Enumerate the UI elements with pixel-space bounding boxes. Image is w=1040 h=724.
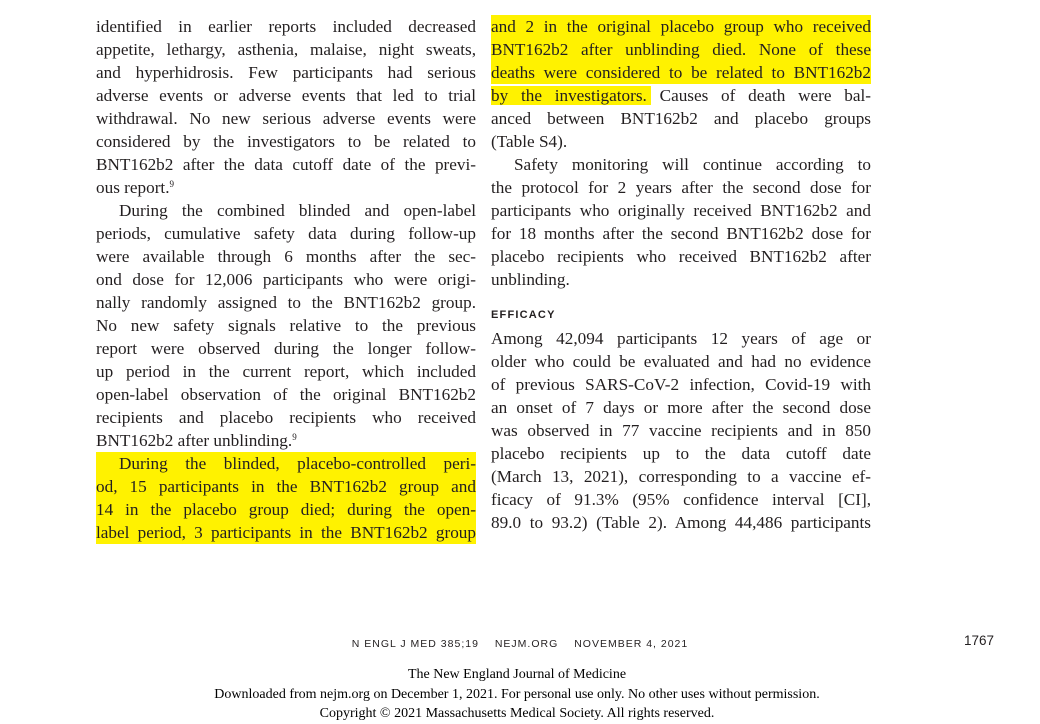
journal-site: NEJM.ORG — [494, 638, 559, 650]
body-text-span: BNT162b2 after unblinding. — [96, 431, 293, 450]
running-footer — [0, 638, 1040, 650]
body-text-line: (Table S4). — [491, 132, 568, 151]
highlighted-text-line: BNT162b2 after unblinding died. None of these — [491, 40, 871, 59]
download-notice — [0, 665, 1034, 724]
body-text-line: withdrawal. No new serious adverse events were — [96, 109, 476, 128]
body-text-line: 89.0 to 93.2) (Table 2). Among 44,486 participants — [491, 513, 871, 532]
left-text-column — [96, 15, 476, 544]
right-text-column — [491, 15, 871, 534]
section-heading: EFFICACY — [491, 309, 556, 321]
issue-date: NOVEMBER 4, 2021 — [574, 638, 689, 650]
section-spacer — [491, 291, 871, 304]
body-text-line: nally randomly assigned to the BNT162b2 group. — [96, 293, 476, 312]
body-text-line: periods, cumulative safety data during follow-up — [96, 224, 476, 243]
page-number: 1767 — [964, 633, 995, 648]
body-text-line: open-label observation of the original BNT162b2 — [96, 385, 476, 404]
body-text-line: Safety monitoring will continue according to — [514, 155, 871, 174]
highlighted-text-line: and 2 in the original placebo group who received — [491, 17, 871, 36]
body-text-line: adverse events or adverse events that led to trial — [96, 86, 476, 105]
body-text-line: BNT162b2 after the data cutoff date of the previ- — [96, 155, 476, 174]
body-text-line — [491, 84, 871, 107]
body-text-line: (March 13, 2021), corresponding to a vaccine ef- — [491, 467, 871, 486]
body-text-line: ond dose for 12,006 participants who were origi- — [96, 270, 476, 289]
copyright-statement: Copyright © 2021 Massachusetts Medical Society. All rights reserved. — [319, 706, 715, 721]
highlighted-text-line: 14 in the placebo group died; during the open- — [96, 500, 476, 519]
body-text-line: the protocol for 2 years after the second dose for — [491, 178, 871, 197]
body-text-line: participants who originally received BNT162b2 and — [491, 201, 871, 220]
body-text-line: an onset of 7 days or more after the second dose — [491, 398, 871, 417]
body-text-line: of previous SARS-CoV-2 infection, Covid-19 with — [491, 375, 871, 394]
body-text-line: considered by the investigators to be related to — [96, 132, 476, 151]
highlighted-text-span: by the investigators. — [491, 86, 647, 105]
body-text-line: appetite, lethargy, asthenia, malaise, night sweats, — [96, 40, 476, 59]
download-statement: Downloaded from nejm.org on December 1, 2021. For personal use only. No other uses without permission. — [214, 686, 820, 702]
body-text-line: were available through 6 months after the sec- — [96, 247, 476, 266]
highlighted-text-line: od, 15 participants in the BNT162b2 group and — [96, 477, 476, 496]
body-text-line: identified in earlier reports included decreased — [96, 17, 476, 36]
body-text-line: placebo recipients up to the data cutoff date — [491, 444, 871, 463]
body-text-line: for 18 months after the second BNT162b2 dose for — [491, 224, 871, 243]
body-text-line: older who could be evaluated and had no evidence — [491, 352, 871, 371]
journal-name: The New England Journal of Medicine — [407, 667, 627, 682]
journal-reference: N ENGL J MED 385;19 — [351, 638, 479, 650]
body-text-line — [96, 176, 476, 199]
highlighted-text-line: label period, 3 participants in the BNT162b2 group — [96, 523, 476, 542]
body-text-line: was observed in 77 vaccine recipients and in 850 — [491, 421, 871, 440]
body-text-line: recipients and placebo recipients who received — [96, 408, 476, 427]
reference-superscript[interactable]: 9 — [292, 432, 297, 442]
body-text-line: unblinding. — [491, 270, 570, 289]
body-text-line — [96, 429, 476, 452]
body-text-line: anced between BNT162b2 and placebo groups — [491, 109, 871, 128]
body-text-line: Among 42,094 participants 12 years of age or — [491, 329, 871, 348]
body-text-line: ficacy of 91.3% (95% confidence interval [CI], — [491, 490, 871, 509]
body-text-line: up period in the current report, which included — [96, 362, 476, 381]
body-text-line: During the combined blinded and open-label — [119, 201, 476, 220]
highlighted-text-line: deaths were considered to be related to BNT162b2 — [491, 63, 871, 82]
reference-superscript[interactable]: 9 — [169, 179, 175, 189]
body-text-line: No new safety signals relative to the previous — [96, 316, 476, 335]
body-text-span: ous report. — [96, 178, 170, 197]
body-text-span: Causes of death were bal- — [646, 86, 871, 105]
body-text-line: and hyperhidrosis. Few participants had serious — [96, 63, 476, 82]
highlighted-text-line: During the blinded, placebo-controlled peri- — [96, 452, 476, 475]
body-text-line: placebo recipients who received BNT162b2 after — [491, 247, 871, 266]
body-text-line: report were observed during the longer follow- — [96, 339, 476, 358]
